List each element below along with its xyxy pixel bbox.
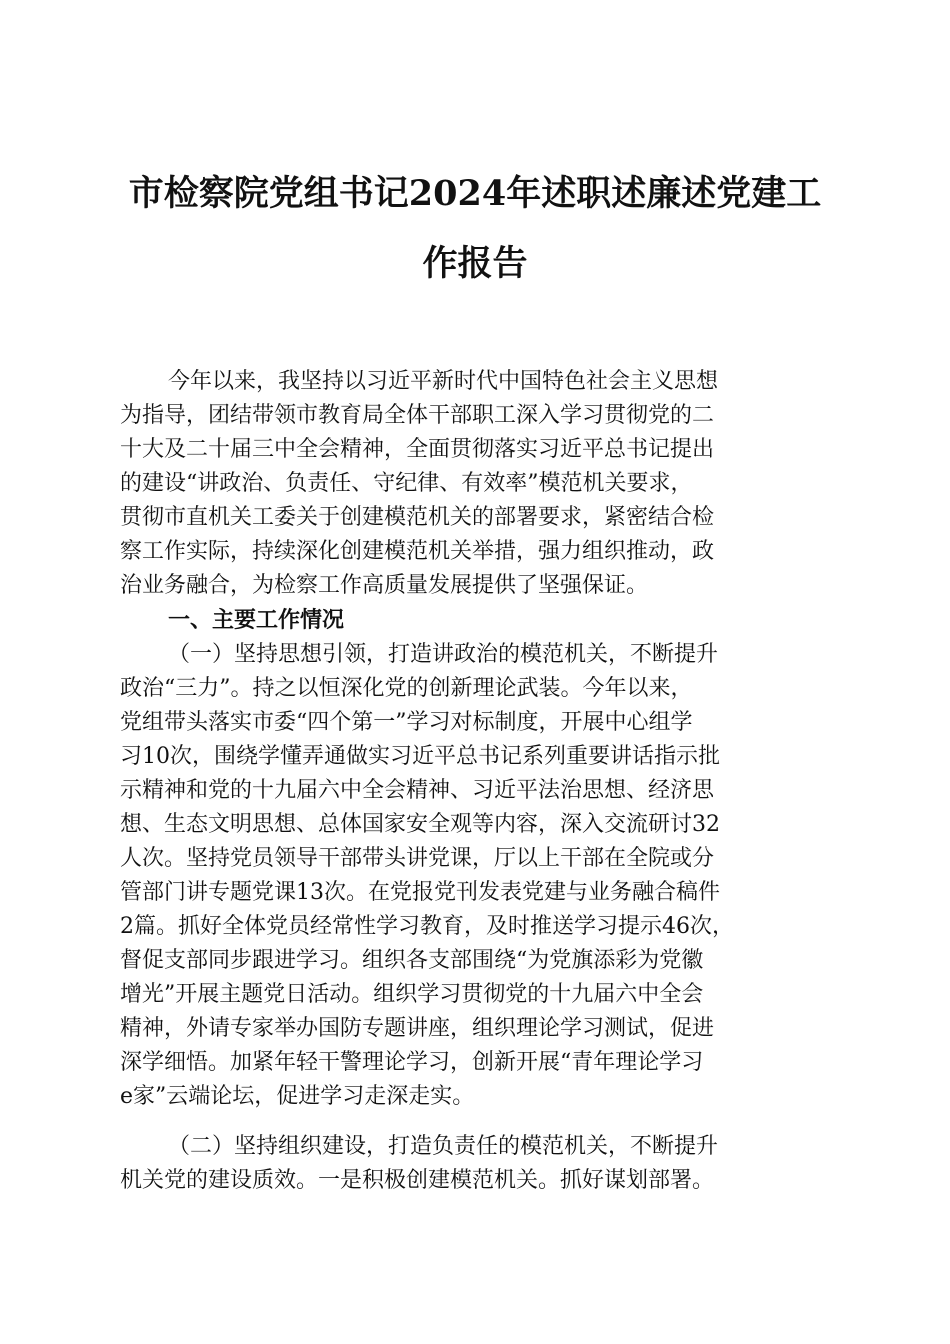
- paragraph-line: e家”云端论坛，促进学习走深走实。: [120, 1084, 475, 1109]
- paragraph-line: （一）坚持思想引领，打造讲政治的模范机关，不断提升: [168, 642, 719, 667]
- paragraph-line: 察工作实际，持续深化创建模范机关举措，强力组织推动，政: [120, 539, 715, 564]
- paragraph-line: 机关党的建设质效。一是积极创建模范机关。抓好谋划部署。: [120, 1168, 715, 1193]
- paragraph-line: 习10次，围绕学懂弄通做实习近平总书记系列重要讲话指示批: [120, 744, 720, 769]
- paragraph-line: 管部门讲专题党课13次。在党报党刊发表党建与业务融合稿件: [120, 880, 720, 905]
- paragraph-line: 十大及二十届三中全会精神，全面贯彻落实习近平总书记提出: [120, 437, 715, 462]
- paragraph-line: 党组带头落实市委“四个第一”学习对标制度，开展中心组学: [120, 710, 693, 735]
- paragraph-line: 今年以来，我坚持以习近平新时代中国特色社会主义思想: [168, 369, 719, 394]
- paragraph-line: 的建设“讲政治、负责任、守纪律、有效率”模范机关要求，: [120, 471, 693, 496]
- paragraph-line: 政治“三力”。持之以恒深化党的创新理论武装。今年以来，: [120, 676, 693, 701]
- paragraph-section-1-2: [120, 1130, 830, 1198]
- paragraph-section-1-1: [120, 638, 830, 1114]
- paragraph-line: 督促支部同步跟进学习。组织各支部围绕“为党旗添彩为党徽: [120, 948, 704, 973]
- paragraph-line: 2篇。抓好全体党员经常性学习教育，及时推送学习提示46次，: [120, 914, 734, 939]
- paragraph-line: 想、生态文明思想、总体国家安全观等内容，深入交流研讨32: [120, 812, 720, 837]
- paragraph-line: 精神，外请专家举办国防专题讲座，组织理论学习测试，促进: [120, 1016, 715, 1041]
- section-heading: [120, 604, 830, 638]
- paragraph-line: 治业务融合，为检察工作高质量发展提供了坚强保证。: [120, 573, 649, 598]
- section-heading-text: 一、主要工作情况: [168, 608, 345, 633]
- paragraph-line: 增光”开展主题党日活动。组织学习贯彻党的十九届六中全会: [120, 982, 704, 1007]
- paragraph-line: 为指导，团结带领市教育局全体干部职工深入学习贯彻党的二: [120, 403, 715, 428]
- paragraph-line: 示精神和党的十九届六中全会精神、习近平法治思想、经济思: [120, 778, 715, 803]
- paragraph-line: 贯彻市直机关工委关于创建模范机关的部署要求，紧密结合检: [120, 505, 715, 530]
- paragraph-intro: [120, 365, 830, 603]
- document-title-line-2: 作报告: [422, 243, 528, 284]
- paragraph-line: 人次。坚持党员领导干部带头讲党课，厅以上干部在全院或分: [120, 846, 715, 871]
- paragraph-line: 深学细悟。加紧年轻干警理论学习，创新开展“青年理论学习: [120, 1050, 704, 1075]
- paragraph-line: （二）坚持组织建设，打造负责任的模范机关，不断提升: [168, 1134, 719, 1159]
- document-title-line-1: 市检察院党组书记2024年述职述廉述党建工: [128, 173, 822, 214]
